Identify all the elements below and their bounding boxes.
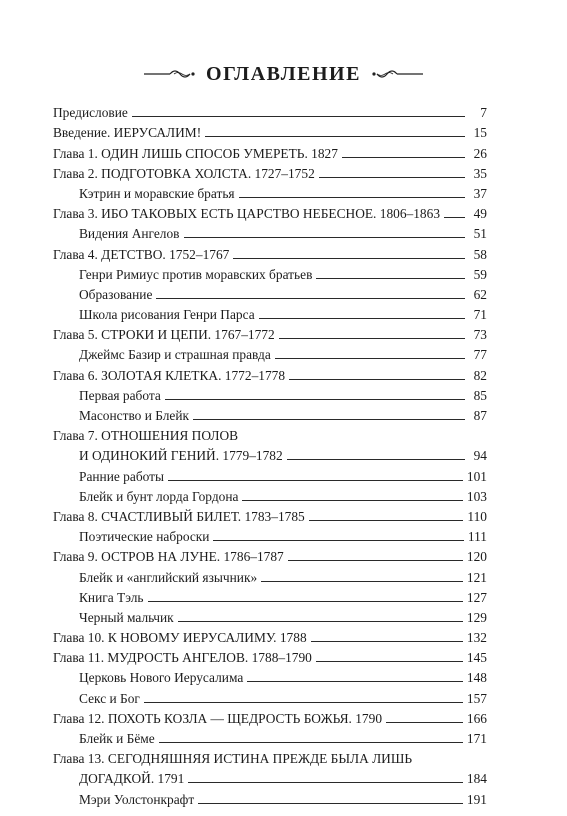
leader-line [275,358,465,359]
toc-entry[interactable] [53,343,487,363]
toc-entry[interactable] [53,606,487,626]
leader-line [168,480,463,481]
toc-header [0,60,567,88]
toc-entry[interactable] [53,363,487,383]
toc-entry[interactable] [53,767,487,787]
leader-line [144,702,463,703]
toc-entry[interactable] [53,202,487,222]
toc-entry-title: Предисловие [53,105,128,121]
leader-line [444,217,465,218]
toc-entry-title: Глава 6. ЗОЛОТАЯ КЛЕТКА. 1772–1778 [53,367,286,383]
leader-line [165,399,465,400]
toc-entry-title: Первая работа [79,387,161,403]
toc-entry[interactable] [53,404,487,424]
leader-line [132,116,465,117]
toc-entry-page: 73 [473,327,487,343]
toc-entry-title: Кэтрин и моравские братья [79,185,235,201]
leader-line [279,338,465,339]
toc-entry-title: Церковь Нового Иерусалима [79,670,244,686]
toc-entry[interactable] [53,121,487,141]
toc-entry[interactable] [53,283,487,303]
leader-line [288,560,463,561]
leader-line [239,197,465,198]
toc-entry-title: Глава 2. ПОДГОТОВКА ХОЛСТА. 1727–1752 [53,165,315,181]
leader-line [287,459,465,460]
toc-entry-title: ДОГАДКОЙ. 1791 [79,771,185,787]
leader-line [148,601,463,602]
toc-entry[interactable] [53,182,487,202]
toc-entry[interactable] [53,586,487,606]
leader-line [205,136,465,137]
toc-entry[interactable] [53,545,487,565]
toc-entry[interactable] [53,162,487,182]
toc-entry-page: 87 [473,408,487,423]
toc-entry-page: 121 [466,569,487,585]
leader-line [319,177,465,178]
toc-entry[interactable] [53,646,487,666]
leader-line [342,157,465,158]
toc-entry-title: Книга Тэль [79,589,144,605]
toc-entry[interactable] [53,686,487,706]
toc-entry-title: Глава 11. МУДРОСТЬ АНГЕЛОВ. 1788–1790 [53,650,312,666]
toc-entry[interactable] [53,263,487,283]
leader-line [311,641,463,642]
toc-entry-page: 148 [466,670,487,686]
toc-entry-page: 166 [466,710,487,726]
toc-entry-page: 7 [480,105,487,121]
toc-entry-page: 111 [467,529,487,545]
toc-entry-page: 49 [473,206,487,222]
toc-entry-title: Глава 7. ОТНОШЕНИЯ ПОЛОВ [53,428,239,444]
leader-line [188,782,463,783]
toc-entry-page: 77 [473,347,487,363]
toc-entry[interactable] [53,384,487,404]
toc-entry-page: 103 [466,488,487,504]
toc-entry[interactable] [53,747,487,767]
toc-entry[interactable] [53,444,487,464]
toc-entry-title: Введение. ИЕРУСАЛИМ! [53,125,202,141]
toc-entry[interactable] [53,707,487,727]
toc-entry[interactable] [53,666,487,686]
toc-entry-page: 129 [466,609,487,625]
toc-entry-title: Образование [79,286,153,302]
leader-line [156,298,465,299]
toc-entry[interactable] [53,242,487,262]
leader-line [247,681,463,682]
leader-line [242,500,462,501]
right-ornament-icon [371,67,423,81]
toc-entry-title: Глава 10. К НОВОМУ ИЕРУСАЛИМУ. 1788 [53,630,307,646]
toc-entry-page: 26 [473,145,487,161]
toc-entry-page: 120 [466,549,487,565]
toc-entry-title: Мэри Уолстонкрафт [79,791,195,807]
toc-entry[interactable] [53,303,487,323]
left-ornament-icon [144,67,196,81]
toc-entry-title: Блейк и «английский язычник» [79,569,258,585]
toc-entry-page: 171 [466,731,487,746]
toc-entry-page: 101 [466,468,487,484]
leader-line [193,419,465,420]
toc-entry-title: Блейк и бунт лорда Гордона [79,488,239,504]
toc-entry[interactable] [53,141,487,161]
table-of-contents [53,101,487,808]
leader-line [178,621,463,622]
leader-line [309,520,464,521]
leader-line [213,540,463,541]
toc-entry-page: 62 [473,286,487,302]
toc-entry-title: Видения Ангелов [79,226,180,242]
toc-entry-page: 51 [473,226,487,242]
toc-entry-title: Глава 1. ОДИН ЛИШЬ СПОСОБ УМЕРЕТЬ. 1827 [53,145,338,161]
toc-entry-page: 37 [473,185,487,201]
leader-line [184,237,466,238]
toc-entry-title: Глава 4. ДЕТСТВО. 1752–1767 [53,246,230,262]
leader-line [316,278,465,279]
toc-entry-page: 71 [473,307,487,323]
toc-entry-page: 35 [473,165,487,181]
toc-entry[interactable] [53,101,487,121]
toc-entry-page: 184 [466,771,487,787]
toc-entry-title: И ОДИНОКИЙ ГЕНИЙ. 1779–1782 [79,448,283,464]
toc-entry-title: Ранние работы [79,468,164,484]
toc-entry-title: Школа рисования Генри Парса [79,307,255,323]
toc-entry-page: 59 [473,266,487,282]
toc-entry[interactable] [53,464,487,484]
toc-entry[interactable] [53,565,487,585]
toc-entry[interactable] [53,626,487,646]
toc-entry-title: Глава 13. СЕГОДНЯШНЯЯ ИСТИНА ПРЕЖДЕ БЫЛА ЛИШЬ [53,751,413,767]
toc-entry-page: 110 [467,508,487,524]
page-title: ОГЛАВЛЕНИЕ [206,62,361,85]
toc-entry[interactable] [53,222,487,242]
toc-entry-title: Глава 8. СЧАСТЛИВЫЙ БИЛЕТ. 1783–1785 [53,508,305,524]
leader-line [316,661,463,662]
toc-entry-title: Джеймс Базир и страшная правда [79,347,271,363]
toc-entry[interactable] [53,505,487,525]
toc-entry-page: 191 [466,791,487,807]
toc-entry-title: Генри Римиус против моравских братьев [79,266,313,282]
toc-entry-page: 58 [473,246,487,262]
toc-entry-title: Масонство и Блейк [79,408,190,423]
leader-line [259,318,465,319]
toc-entry[interactable] [53,485,487,505]
leader-line [233,258,465,259]
toc-entry-page: 85 [473,387,487,403]
leader-line [198,803,463,804]
toc-entry-title: Глава 5. СТРОКИ И ЦЕПИ. 1767–1772 [53,327,275,343]
toc-entry-title: Глава 9. ОСТРОВ НА ЛУНЕ. 1786–1787 [53,549,284,565]
leader-line [289,379,465,380]
toc-entry-title: Глава 3. ИБО ТАКОВЫХ ЕСТЬ ЦАРСТВО НЕБЕСНОЕ. 1806–1863 [53,206,441,222]
toc-entry-title: Поэтические наброски [79,529,210,545]
toc-entry[interactable] [53,424,487,444]
toc-entry[interactable] [53,525,487,545]
toc-entry-title: Блейк и Бёме [79,731,155,746]
toc-entry-page: 15 [473,125,487,141]
leader-line [261,581,463,582]
leader-line [159,742,463,743]
toc-entry-page: 157 [466,690,487,706]
toc-entry-page: 145 [466,650,487,666]
toc-entry-title: Черный мальчик [79,609,174,625]
toc-entry-page: 132 [466,630,487,646]
toc-entry-title: Глава 12. ПОХОТЬ КОЗЛА — ЩЕДРОСТЬ БОЖЬЯ. 1790 [53,710,383,726]
leader-line [386,722,463,723]
toc-entry-page: 127 [466,589,487,605]
toc-entry[interactable] [53,787,487,807]
toc-entry-page: 94 [473,448,487,464]
toc-entry[interactable] [53,323,487,343]
toc-entry[interactable] [53,727,487,747]
toc-entry-title: Секс и Бог [79,690,140,706]
toc-entry-page: 82 [473,367,487,383]
